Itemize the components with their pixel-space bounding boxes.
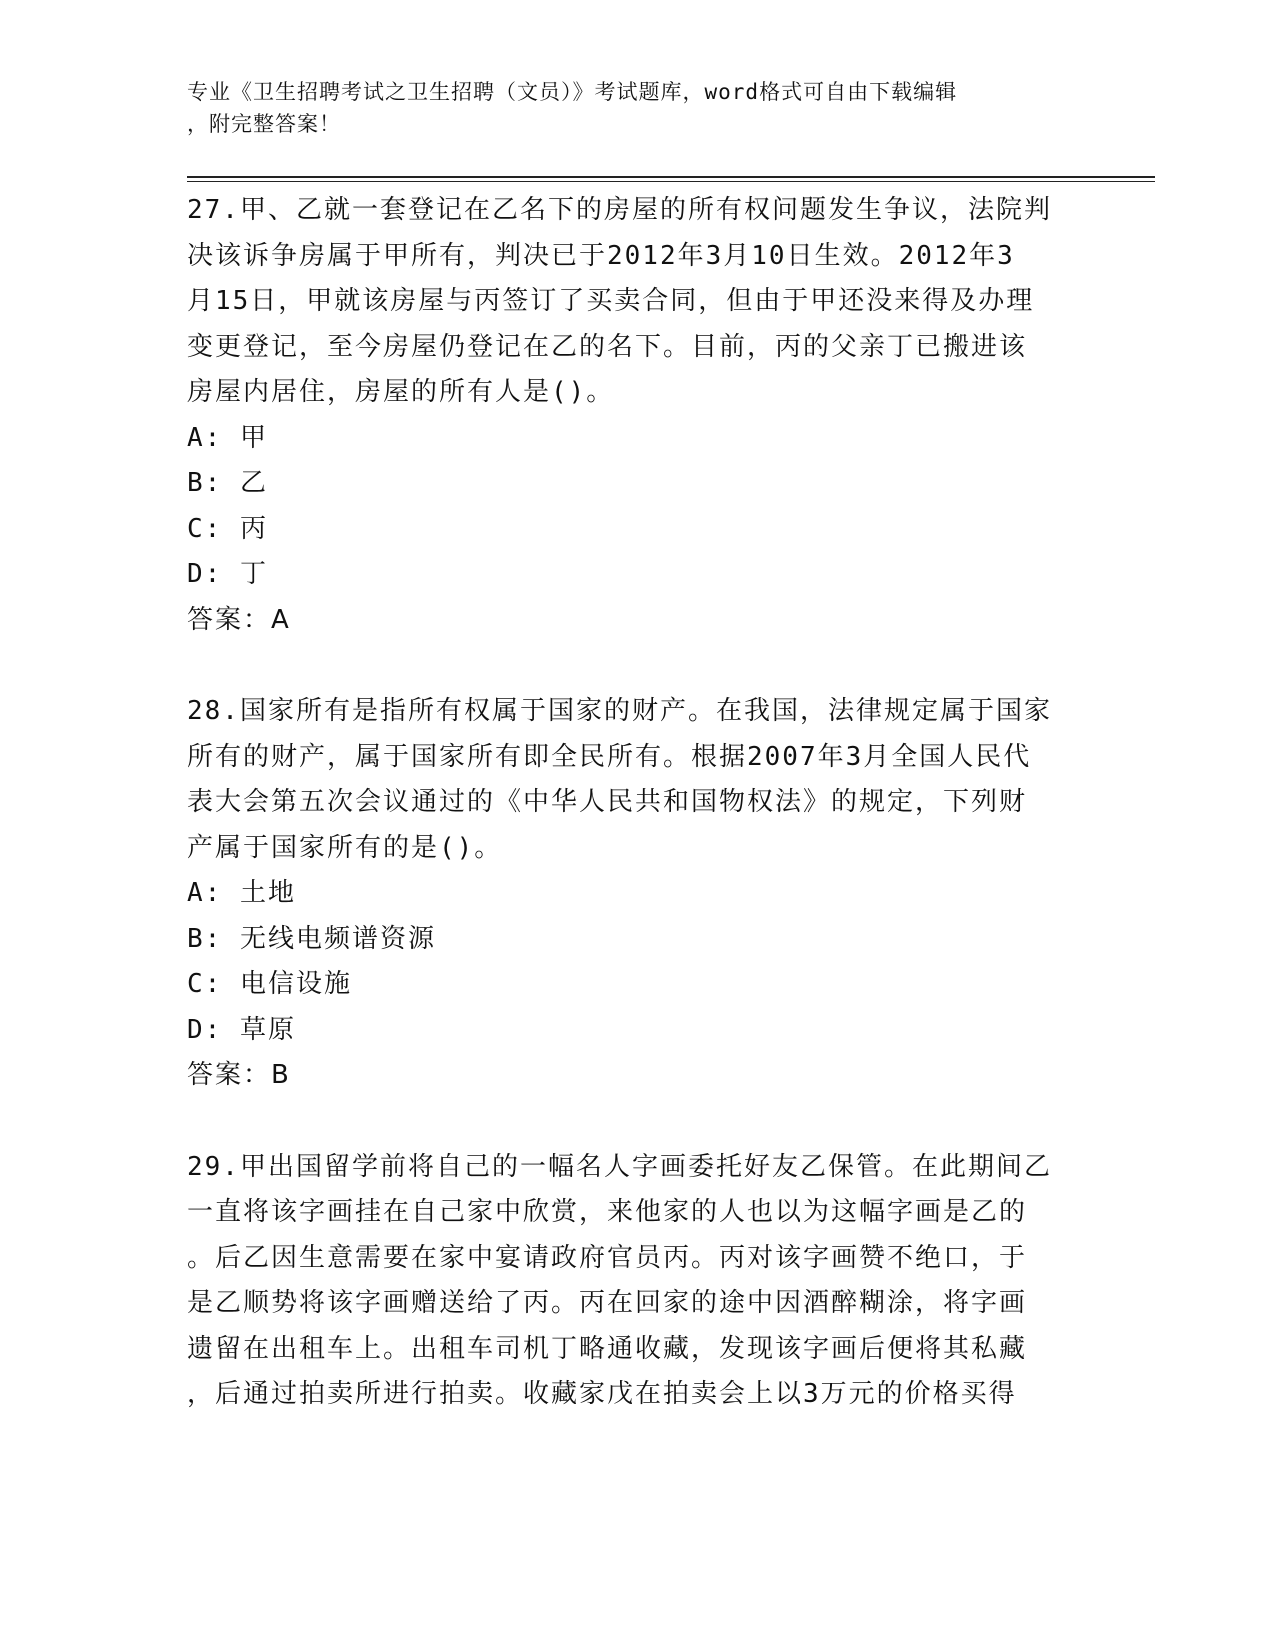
question-text-line: 遗留在出租车上。出租车司机丁略通收藏，发现该字画后便将其私藏 bbox=[187, 1333, 1028, 1364]
question-list bbox=[187, 188, 1087, 1418]
question-text-line: 27.甲、乙就一套登记在乙名下的房屋的所有权问题发生争议，法院判 bbox=[187, 195, 1052, 225]
question-spacer bbox=[187, 1099, 1087, 1145]
question-text-line: 表大会第五次会议通过的《中华人民共和国物权法》的规定，下列财 bbox=[187, 787, 1028, 817]
option-d: D: 草原 bbox=[187, 1014, 296, 1045]
question-text-line: 房屋内居住，房屋的所有人是()。 bbox=[187, 377, 615, 407]
option-d: D: 丁 bbox=[187, 559, 268, 589]
option-c: C: 丙 bbox=[187, 513, 268, 544]
option-b: B: 乙 bbox=[187, 468, 268, 498]
question-text-line: ，后通过拍卖所进行拍卖。收藏家戊在拍卖会上以3万元的价格买得 bbox=[187, 1379, 1017, 1409]
header-line-2: ，附完整答案！ bbox=[187, 112, 341, 136]
question-text-line: 28.国家所有是指所有权属于国家的财产。在我国，法律规定属于国家 bbox=[187, 696, 1052, 726]
question-text-line: 所有的财产，属于国家所有即全民所有。根据2007年3月全国人民代 bbox=[187, 741, 1032, 772]
question-29 bbox=[187, 1145, 1087, 1418]
question-text-line: 29.甲出国留学前将自己的一幅名人字画委托好友乙保管。在此期间乙 bbox=[187, 1151, 1052, 1182]
question-spacer bbox=[187, 643, 1087, 689]
header-rule-thin bbox=[187, 181, 1155, 182]
answer-label: 答案：B bbox=[187, 1060, 291, 1090]
header-rule-thick bbox=[187, 176, 1155, 178]
question-text-line: 决该诉争房属于甲所有，判决已于2012年3月10日生效。2012年3 bbox=[187, 240, 1015, 271]
question-text-line: 。后乙因生意需要在家中宴请政府官员丙。丙对该字画赞不绝口，于 bbox=[187, 1242, 1028, 1273]
question-text-line: 变更登记，至今房屋仍登记在乙的名下。目前，丙的父亲丁已搬进该 bbox=[187, 331, 1028, 362]
page-header bbox=[187, 76, 1067, 140]
question-text-line: 产属于国家所有的是()。 bbox=[187, 832, 503, 863]
question-text-line: 一直将该字画挂在自己家中欣赏，来他家的人也以为这幅字画是乙的 bbox=[187, 1197, 1028, 1227]
question-27 bbox=[187, 188, 1087, 643]
question-28 bbox=[187, 689, 1087, 1099]
option-c: C: 电信设施 bbox=[187, 969, 352, 999]
answer-label: 答案：A bbox=[187, 604, 291, 635]
question-text-line: 是乙顺势将该字画赠送给了丙。丙在回家的途中因酒醉糊涂，将字画 bbox=[187, 1288, 1028, 1318]
header-line-1: 专业《卫生招聘考试之卫生招聘（文员）》考试题库，word格式可自由下载编辑 bbox=[187, 80, 958, 104]
question-text-line: 月15日，甲就该房屋与丙签订了买卖合同，但由于甲还没来得及办理 bbox=[187, 286, 1035, 316]
option-b: B: 无线电频谱资源 bbox=[187, 923, 436, 954]
option-a: A: 甲 bbox=[187, 422, 268, 453]
option-a: A: 土地 bbox=[187, 878, 296, 908]
